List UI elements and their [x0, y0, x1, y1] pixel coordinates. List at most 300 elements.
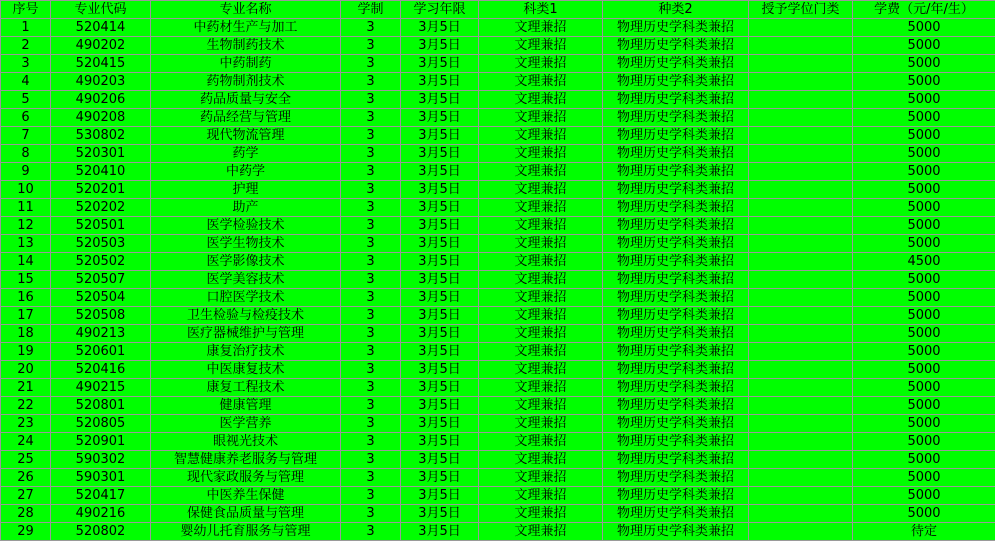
cell-study-years: 3月5日	[401, 55, 479, 73]
cell-duration: 3	[341, 451, 401, 469]
cell-category-2: 物理历史学科类兼招	[603, 199, 749, 217]
cell-index: 10	[1, 181, 51, 199]
cell-code: 520417	[51, 487, 151, 505]
cell-name: 康复治疗技术	[151, 343, 341, 361]
cell-study-years: 3月5日	[401, 217, 479, 235]
cell-study-years: 3月5日	[401, 145, 479, 163]
cell-tuition: 4500	[853, 253, 995, 271]
cell-duration: 3	[341, 235, 401, 253]
cell-category-1: 文理兼招	[479, 145, 603, 163]
cell-tuition: 5000	[853, 433, 995, 451]
cell-index: 15	[1, 271, 51, 289]
cell-tuition: 5000	[853, 91, 995, 109]
cell-name: 医学检验技术	[151, 217, 341, 235]
header-cell-name: 专业名称	[151, 1, 341, 19]
cell-name: 中药材生产与加工	[151, 19, 341, 37]
cell-name: 生物制药技术	[151, 37, 341, 55]
table-row	[1, 343, 995, 361]
cell-study-years: 3月5日	[401, 37, 479, 55]
cell-degree	[749, 163, 853, 181]
cell-code: 520507	[51, 271, 151, 289]
cell-degree	[749, 73, 853, 91]
cell-category-1: 文理兼招	[479, 163, 603, 181]
cell-name: 药学	[151, 145, 341, 163]
cell-tuition: 5000	[853, 343, 995, 361]
cell-degree	[749, 469, 853, 487]
cell-category-2: 物理历史学科类兼招	[603, 127, 749, 145]
table-row	[1, 109, 995, 127]
cell-category-1: 文理兼招	[479, 271, 603, 289]
cell-tuition: 5000	[853, 289, 995, 307]
cell-name: 助产	[151, 199, 341, 217]
table-row	[1, 217, 995, 235]
cell-name: 健康管理	[151, 397, 341, 415]
cell-category-2: 物理历史学科类兼招	[603, 253, 749, 271]
cell-index: 21	[1, 379, 51, 397]
header-cell-study-years: 学习年限	[401, 1, 479, 19]
table-row	[1, 271, 995, 289]
header-cell-degree: 授予学位门类	[749, 1, 853, 19]
cell-index: 9	[1, 163, 51, 181]
cell-study-years: 3月5日	[401, 271, 479, 289]
cell-code: 490208	[51, 109, 151, 127]
cell-duration: 3	[341, 361, 401, 379]
cell-degree	[749, 397, 853, 415]
cell-tuition: 5000	[853, 307, 995, 325]
cell-name: 药物制剂技术	[151, 73, 341, 91]
cell-code: 530802	[51, 127, 151, 145]
cell-category-2: 物理历史学科类兼招	[603, 433, 749, 451]
header-cell-duration: 学制	[341, 1, 401, 19]
cell-duration: 3	[341, 379, 401, 397]
cell-name: 智慧健康养老服务与管理	[151, 451, 341, 469]
cell-category-2: 物理历史学科类兼招	[603, 145, 749, 163]
cell-code: 590302	[51, 451, 151, 469]
cell-tuition: 5000	[853, 235, 995, 253]
cell-degree	[749, 235, 853, 253]
cell-duration: 3	[341, 127, 401, 145]
cell-name: 医疗器械维护与管理	[151, 325, 341, 343]
cell-degree	[749, 253, 853, 271]
table-row	[1, 181, 995, 199]
cell-duration: 3	[341, 91, 401, 109]
cell-degree	[749, 505, 853, 523]
cell-code: 520415	[51, 55, 151, 73]
cell-code: 520502	[51, 253, 151, 271]
cell-duration: 3	[341, 415, 401, 433]
cell-duration: 3	[341, 19, 401, 37]
cell-code: 490206	[51, 91, 151, 109]
cell-code: 520301	[51, 145, 151, 163]
cell-name: 医学生物技术	[151, 235, 341, 253]
cell-tuition: 待定	[853, 523, 995, 541]
cell-tuition: 5000	[853, 37, 995, 55]
cell-tuition: 5000	[853, 55, 995, 73]
cell-study-years: 3月5日	[401, 127, 479, 145]
cell-tuition: 5000	[853, 415, 995, 433]
table-row	[1, 37, 995, 55]
cell-category-2: 物理历史学科类兼招	[603, 415, 749, 433]
cell-tuition: 5000	[853, 127, 995, 145]
cell-tuition: 5000	[853, 109, 995, 127]
cell-degree	[749, 289, 853, 307]
table-row	[1, 469, 995, 487]
table-row	[1, 487, 995, 505]
cell-category-2: 物理历史学科类兼招	[603, 523, 749, 541]
cell-code: 520805	[51, 415, 151, 433]
cell-duration: 3	[341, 253, 401, 271]
cell-study-years: 3月5日	[401, 109, 479, 127]
cell-name: 医学影像技术	[151, 253, 341, 271]
cell-code: 520201	[51, 181, 151, 199]
cell-tuition: 5000	[853, 469, 995, 487]
cell-index: 17	[1, 307, 51, 325]
table-row	[1, 127, 995, 145]
header-cell-category-1: 科类1	[479, 1, 603, 19]
cell-code: 520410	[51, 163, 151, 181]
cell-study-years: 3月5日	[401, 235, 479, 253]
cell-index: 23	[1, 415, 51, 433]
cell-study-years: 3月5日	[401, 379, 479, 397]
cell-code: 590301	[51, 469, 151, 487]
cell-name: 口腔医学技术	[151, 289, 341, 307]
table-row	[1, 307, 995, 325]
cell-tuition: 5000	[853, 145, 995, 163]
cell-category-2: 物理历史学科类兼招	[603, 379, 749, 397]
cell-degree	[749, 271, 853, 289]
table-row	[1, 505, 995, 523]
cell-name: 康复工程技术	[151, 379, 341, 397]
cell-name: 医学美容技术	[151, 271, 341, 289]
cell-category-2: 物理历史学科类兼招	[603, 19, 749, 37]
cell-category-1: 文理兼招	[479, 505, 603, 523]
cell-name: 药品质量与安全	[151, 91, 341, 109]
cell-tuition: 5000	[853, 19, 995, 37]
cell-tuition: 5000	[853, 181, 995, 199]
cell-study-years: 3月5日	[401, 451, 479, 469]
cell-category-1: 文理兼招	[479, 199, 603, 217]
cell-index: 29	[1, 523, 51, 541]
table-row	[1, 199, 995, 217]
cell-category-2: 物理历史学科类兼招	[603, 163, 749, 181]
cell-degree	[749, 379, 853, 397]
cell-category-2: 物理历史学科类兼招	[603, 451, 749, 469]
cell-duration: 3	[341, 289, 401, 307]
cell-code: 520508	[51, 307, 151, 325]
cell-degree	[749, 343, 853, 361]
cell-category-1: 文理兼招	[479, 433, 603, 451]
cell-study-years: 3月5日	[401, 469, 479, 487]
cell-degree	[749, 433, 853, 451]
cell-study-years: 3月5日	[401, 19, 479, 37]
cell-degree	[749, 325, 853, 343]
cell-tuition: 5000	[853, 271, 995, 289]
cell-duration: 3	[341, 325, 401, 343]
table-row	[1, 163, 995, 181]
table-row	[1, 235, 995, 253]
cell-degree	[749, 181, 853, 199]
cell-degree	[749, 451, 853, 469]
cell-code: 490203	[51, 73, 151, 91]
table-row	[1, 55, 995, 73]
cell-tuition: 5000	[853, 361, 995, 379]
cell-category-2: 物理历史学科类兼招	[603, 487, 749, 505]
cell-index: 1	[1, 19, 51, 37]
cell-category-1: 文理兼招	[479, 253, 603, 271]
cell-degree	[749, 415, 853, 433]
cell-category-2: 物理历史学科类兼招	[603, 37, 749, 55]
cell-duration: 3	[341, 73, 401, 91]
cell-category-1: 文理兼招	[479, 37, 603, 55]
cell-category-2: 物理历史学科类兼招	[603, 361, 749, 379]
cell-degree	[749, 361, 853, 379]
cell-degree	[749, 91, 853, 109]
table-body	[1, 19, 995, 541]
cell-category-2: 物理历史学科类兼招	[603, 109, 749, 127]
cell-category-2: 物理历史学科类兼招	[603, 181, 749, 199]
cell-duration: 3	[341, 523, 401, 541]
cell-study-years: 3月5日	[401, 487, 479, 505]
cell-index: 22	[1, 397, 51, 415]
cell-tuition: 5000	[853, 199, 995, 217]
cell-degree	[749, 109, 853, 127]
cell-duration: 3	[341, 397, 401, 415]
cell-name: 现代物流管理	[151, 127, 341, 145]
cell-index: 25	[1, 451, 51, 469]
cell-index: 16	[1, 289, 51, 307]
cell-category-1: 文理兼招	[479, 325, 603, 343]
cell-name: 中药制药	[151, 55, 341, 73]
cell-category-1: 文理兼招	[479, 379, 603, 397]
cell-name: 保健食品质量与管理	[151, 505, 341, 523]
cell-duration: 3	[341, 487, 401, 505]
cell-category-2: 物理历史学科类兼招	[603, 469, 749, 487]
cell-category-2: 物理历史学科类兼招	[603, 307, 749, 325]
cell-degree	[749, 199, 853, 217]
cell-category-1: 文理兼招	[479, 397, 603, 415]
cell-study-years: 3月5日	[401, 163, 479, 181]
cell-tuition: 5000	[853, 397, 995, 415]
cell-index: 27	[1, 487, 51, 505]
cell-name: 药品经营与管理	[151, 109, 341, 127]
cell-duration: 3	[341, 37, 401, 55]
cell-index: 8	[1, 145, 51, 163]
header-cell-index: 序号	[1, 1, 51, 19]
cell-category-2: 物理历史学科类兼招	[603, 217, 749, 235]
cell-category-2: 物理历史学科类兼招	[603, 91, 749, 109]
cell-study-years: 3月5日	[401, 361, 479, 379]
cell-name: 医学营养	[151, 415, 341, 433]
cell-category-1: 文理兼招	[479, 307, 603, 325]
cell-degree	[749, 55, 853, 73]
cell-index: 18	[1, 325, 51, 343]
cell-category-1: 文理兼招	[479, 217, 603, 235]
cell-name: 中医康复技术	[151, 361, 341, 379]
cell-category-1: 文理兼招	[479, 109, 603, 127]
cell-category-1: 文理兼招	[479, 91, 603, 109]
cell-code: 520504	[51, 289, 151, 307]
cell-code: 520802	[51, 523, 151, 541]
cell-study-years: 3月5日	[401, 343, 479, 361]
header-cell-tuition: 学费（元/年/生）	[853, 1, 995, 19]
cell-duration: 3	[341, 505, 401, 523]
table-row	[1, 19, 995, 37]
cell-category-1: 文理兼招	[479, 235, 603, 253]
cell-duration: 3	[341, 271, 401, 289]
cell-index: 28	[1, 505, 51, 523]
cell-index: 3	[1, 55, 51, 73]
cell-degree	[749, 523, 853, 541]
cell-index: 2	[1, 37, 51, 55]
cell-category-1: 文理兼招	[479, 127, 603, 145]
cell-category-1: 文理兼招	[479, 343, 603, 361]
cell-name: 护理	[151, 181, 341, 199]
table-row	[1, 433, 995, 451]
header-cell-category-2: 种类2	[603, 1, 749, 19]
cell-category-2: 物理历史学科类兼招	[603, 505, 749, 523]
cell-study-years: 3月5日	[401, 523, 479, 541]
cell-code: 520414	[51, 19, 151, 37]
table-row	[1, 397, 995, 415]
cell-name: 中医养生保健	[151, 487, 341, 505]
cell-name: 婴幼儿托育服务与管理	[151, 523, 341, 541]
cell-category-1: 文理兼招	[479, 451, 603, 469]
cell-tuition: 5000	[853, 73, 995, 91]
cell-code: 490202	[51, 37, 151, 55]
cell-study-years: 3月5日	[401, 181, 479, 199]
table-row	[1, 73, 995, 91]
cell-index: 6	[1, 109, 51, 127]
cell-category-1: 文理兼招	[479, 289, 603, 307]
cell-category-1: 文理兼招	[479, 487, 603, 505]
cell-category-2: 物理历史学科类兼招	[603, 235, 749, 253]
table-row	[1, 325, 995, 343]
cell-study-years: 3月5日	[401, 199, 479, 217]
cell-category-2: 物理历史学科类兼招	[603, 397, 749, 415]
cell-name: 卫生检验与检疫技术	[151, 307, 341, 325]
cell-duration: 3	[341, 145, 401, 163]
cell-duration: 3	[341, 199, 401, 217]
cell-degree	[749, 19, 853, 37]
table-row	[1, 253, 995, 271]
cell-code: 520202	[51, 199, 151, 217]
cell-study-years: 3月5日	[401, 91, 479, 109]
cell-study-years: 3月5日	[401, 415, 479, 433]
cell-index: 4	[1, 73, 51, 91]
cell-index: 24	[1, 433, 51, 451]
cell-duration: 3	[341, 181, 401, 199]
cell-tuition: 5000	[853, 451, 995, 469]
table-row	[1, 361, 995, 379]
cell-category-1: 文理兼招	[479, 19, 603, 37]
cell-index: 12	[1, 217, 51, 235]
cell-duration: 3	[341, 217, 401, 235]
cell-category-2: 物理历史学科类兼招	[603, 271, 749, 289]
cell-duration: 3	[341, 109, 401, 127]
cell-tuition: 5000	[853, 487, 995, 505]
table-row	[1, 145, 995, 163]
cell-tuition: 5000	[853, 163, 995, 181]
cell-degree	[749, 217, 853, 235]
table-row	[1, 91, 995, 109]
cell-degree	[749, 145, 853, 163]
cell-study-years: 3月5日	[401, 433, 479, 451]
cell-duration: 3	[341, 343, 401, 361]
cell-index: 11	[1, 199, 51, 217]
cell-study-years: 3月5日	[401, 325, 479, 343]
cell-duration: 3	[341, 469, 401, 487]
cell-name: 现代家政服务与管理	[151, 469, 341, 487]
cell-index: 13	[1, 235, 51, 253]
table-row	[1, 451, 995, 469]
header-cell-code: 专业代码	[51, 1, 151, 19]
cell-tuition: 5000	[853, 379, 995, 397]
cell-index: 26	[1, 469, 51, 487]
cell-code: 520901	[51, 433, 151, 451]
cell-duration: 3	[341, 55, 401, 73]
cell-category-2: 物理历史学科类兼招	[603, 73, 749, 91]
table-row	[1, 523, 995, 541]
cell-code: 490216	[51, 505, 151, 523]
cell-category-1: 文理兼招	[479, 469, 603, 487]
cell-code: 520503	[51, 235, 151, 253]
cell-study-years: 3月5日	[401, 289, 479, 307]
cell-index: 14	[1, 253, 51, 271]
cell-duration: 3	[341, 163, 401, 181]
header-row	[1, 1, 995, 19]
cell-category-1: 文理兼招	[479, 181, 603, 199]
cell-index: 20	[1, 361, 51, 379]
cell-index: 19	[1, 343, 51, 361]
cell-degree	[749, 307, 853, 325]
cell-category-1: 文理兼招	[479, 523, 603, 541]
cell-category-2: 物理历史学科类兼招	[603, 343, 749, 361]
cell-tuition: 5000	[853, 505, 995, 523]
cell-tuition: 5000	[853, 217, 995, 235]
cell-duration: 3	[341, 433, 401, 451]
table-row	[1, 289, 995, 307]
cell-category-1: 文理兼招	[479, 361, 603, 379]
cell-study-years: 3月5日	[401, 253, 479, 271]
cell-study-years: 3月5日	[401, 505, 479, 523]
cell-index: 5	[1, 91, 51, 109]
cell-study-years: 3月5日	[401, 397, 479, 415]
cell-category-2: 物理历史学科类兼招	[603, 55, 749, 73]
cell-category-2: 物理历史学科类兼招	[603, 289, 749, 307]
cell-code: 520601	[51, 343, 151, 361]
cell-index: 7	[1, 127, 51, 145]
cell-degree	[749, 37, 853, 55]
table-row	[1, 415, 995, 433]
cell-study-years: 3月5日	[401, 73, 479, 91]
cell-tuition: 5000	[853, 325, 995, 343]
cell-code: 520416	[51, 361, 151, 379]
cell-category-1: 文理兼招	[479, 73, 603, 91]
cell-code: 520501	[51, 217, 151, 235]
cell-category-1: 文理兼招	[479, 55, 603, 73]
cell-degree	[749, 127, 853, 145]
cell-name: 眼视光技术	[151, 433, 341, 451]
cell-duration: 3	[341, 307, 401, 325]
table-row	[1, 379, 995, 397]
cell-code: 490213	[51, 325, 151, 343]
cell-name: 中药学	[151, 163, 341, 181]
cell-study-years: 3月5日	[401, 307, 479, 325]
cell-code: 490215	[51, 379, 151, 397]
cell-code: 520801	[51, 397, 151, 415]
cell-category-1: 文理兼招	[479, 415, 603, 433]
cell-category-2: 物理历史学科类兼招	[603, 325, 749, 343]
